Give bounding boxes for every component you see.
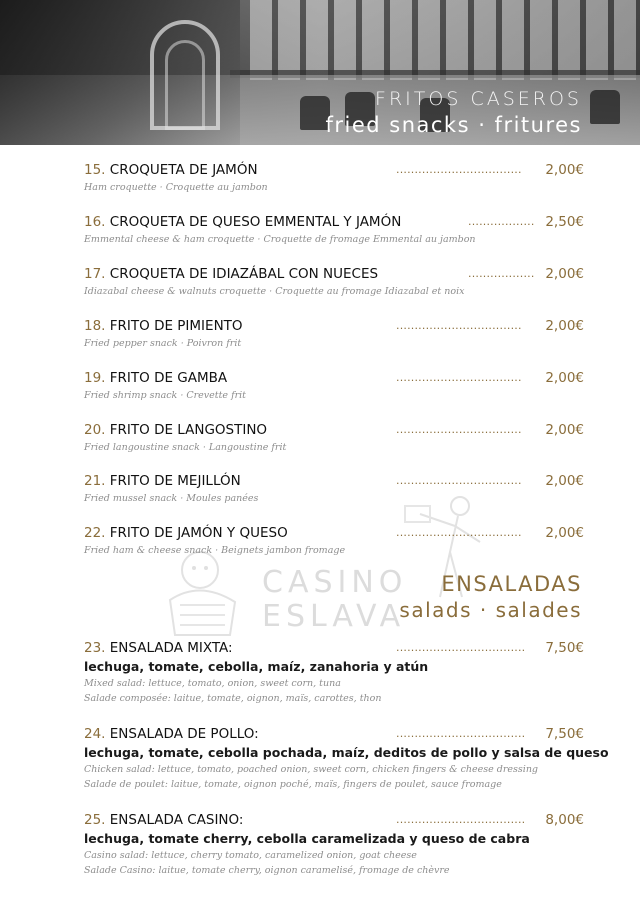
menu-item	[84, 264, 584, 299]
item-leader-dots: ..................................	[396, 423, 522, 436]
item-leader-dots: ..................................	[396, 526, 522, 539]
header-photo-railing-inner	[165, 40, 205, 130]
menu-item	[84, 810, 584, 878]
item-price: 8,00€	[545, 812, 584, 828]
item-ingredients: lechuga, tomate cherry, cebolla caramelizada y queso de cabra	[84, 831, 530, 846]
item-number: 19.	[84, 370, 106, 386]
item-leader-dots: ...................................	[396, 813, 526, 826]
item-number: 25.	[84, 812, 106, 828]
item-name: FRITO DE GAMBA	[109, 370, 228, 386]
item-price: 7,50€	[545, 726, 584, 742]
item-ingredients: lechuga, tomate, cebolla, maíz, zanahoria y atún	[84, 659, 429, 674]
item-number: 22.	[84, 525, 106, 541]
header-photo-windows	[250, 0, 640, 80]
section-subtitle-ensaladas: salads · salades	[399, 598, 582, 622]
menu-item	[84, 160, 584, 195]
item-description: Idiazabal cheese & walnuts croquette · Croquette au fromage Idiazabal et noix	[84, 286, 465, 297]
item-leader-dots: ...................................	[396, 641, 526, 654]
item-description-en: Mixed salad: lettuce, tomato, onion, sweet corn, tuna	[84, 678, 341, 689]
item-description-en: Casino salad: lettuce, cherry tomato, caramelized onion, goat cheese	[84, 850, 417, 861]
item-price: 2,00€	[545, 525, 584, 541]
item-price: 7,50€	[545, 640, 584, 656]
menu-item	[84, 420, 584, 455]
item-leader-dots: ..................................	[396, 163, 522, 176]
section-title-fritos: FRITOS CASEROS	[375, 88, 582, 110]
section-subtitle-fritos: fried snacks · fritures	[325, 113, 582, 137]
item-description: Emmental cheese & ham croquette · Croquette de fromage Emmental au jambon	[84, 234, 476, 245]
item-description: Fried mussel snack · Moules panées	[84, 493, 259, 504]
item-number: 23.	[84, 640, 106, 656]
item-name: CROQUETA DE QUESO EMMENTAL Y JAMÓN	[109, 214, 402, 230]
header-banner	[0, 0, 640, 145]
menu-item	[84, 724, 609, 792]
item-name: CROQUETA DE IDIAZÁBAL CON NUECES	[109, 266, 379, 282]
item-description: Fried shrimp snack · Crevette frit	[84, 390, 246, 401]
item-leader-dots: ...................................	[396, 727, 526, 740]
item-number: 20.	[84, 422, 106, 438]
item-number: 15.	[84, 162, 106, 178]
item-description-en: Chicken salad: lettuce, tomato, poached onion, sweet corn, chicken fingers & cheese dressing	[84, 764, 539, 775]
item-name: ENSALADA CASINO:	[109, 812, 244, 828]
item-price: 2,00€	[545, 318, 584, 334]
item-name: ENSALADA MIXTA:	[109, 640, 233, 656]
item-name: FRITO DE LANGOSTINO	[109, 422, 268, 438]
item-name: FRITO DE JAMÓN Y QUESO	[109, 525, 288, 541]
watermark-eslava: ESLAVA	[262, 599, 406, 634]
item-description-fr: Salade de poulet: laitue, tomate, oignon poché, maïs, fingers de poulet, sauce fromage	[84, 779, 502, 790]
item-name: FRITO DE PIMIENTO	[109, 318, 243, 334]
menu-item	[84, 368, 584, 403]
item-leader-dots: ..................	[468, 215, 535, 228]
item-leader-dots: ..................................	[396, 371, 522, 384]
item-description: Fried langoustine snack · Langoustine frit	[84, 442, 287, 453]
item-price: 2,00€	[545, 370, 584, 386]
item-description: Fried pepper snack · Poivron frit	[84, 338, 242, 349]
menu-item	[84, 638, 584, 706]
menu-item	[84, 471, 584, 506]
item-leader-dots: ..................................	[396, 319, 522, 332]
menu-item	[84, 212, 584, 247]
item-leader-dots: ..................	[468, 267, 535, 280]
menu-item	[84, 523, 584, 558]
item-price: 2,00€	[545, 266, 584, 282]
menu-item	[84, 316, 584, 351]
item-description-fr: Salade Casino: laitue, tomate cherry, oignon caramelisé, fromage de chèvre	[84, 865, 450, 876]
header-photo-chair	[590, 90, 620, 124]
item-ingredients: lechuga, tomate, cebolla pochada, maíz, deditos de pollo y salsa de queso	[84, 745, 609, 760]
watermark-casino: CASINO	[262, 565, 408, 600]
item-description-fr: Salade composée: laitue, tomate, oignon, maïs, carottes, thon	[84, 693, 382, 704]
section-title-ensaladas: ENSALADAS	[441, 572, 582, 596]
item-price: 2,00€	[545, 473, 584, 489]
item-price: 2,50€	[545, 214, 584, 230]
item-price: 2,00€	[545, 422, 584, 438]
item-number: 21.	[84, 473, 106, 489]
item-number: 18.	[84, 318, 106, 334]
item-name: FRITO DE MEJILLÓN	[109, 473, 241, 489]
item-description: Fried ham & cheese snack · Beignets jambon fromage	[84, 545, 346, 556]
item-number: 17.	[84, 266, 106, 282]
item-price: 2,00€	[545, 162, 584, 178]
item-name: ENSALADA DE POLLO:	[109, 726, 259, 742]
item-name: CROQUETA DE JAMÓN	[109, 162, 258, 178]
item-number: 16.	[84, 214, 106, 230]
item-number: 24.	[84, 726, 106, 742]
item-description: Ham croquette · Croquette au jambon	[84, 182, 268, 193]
item-leader-dots: ..................................	[396, 474, 522, 487]
